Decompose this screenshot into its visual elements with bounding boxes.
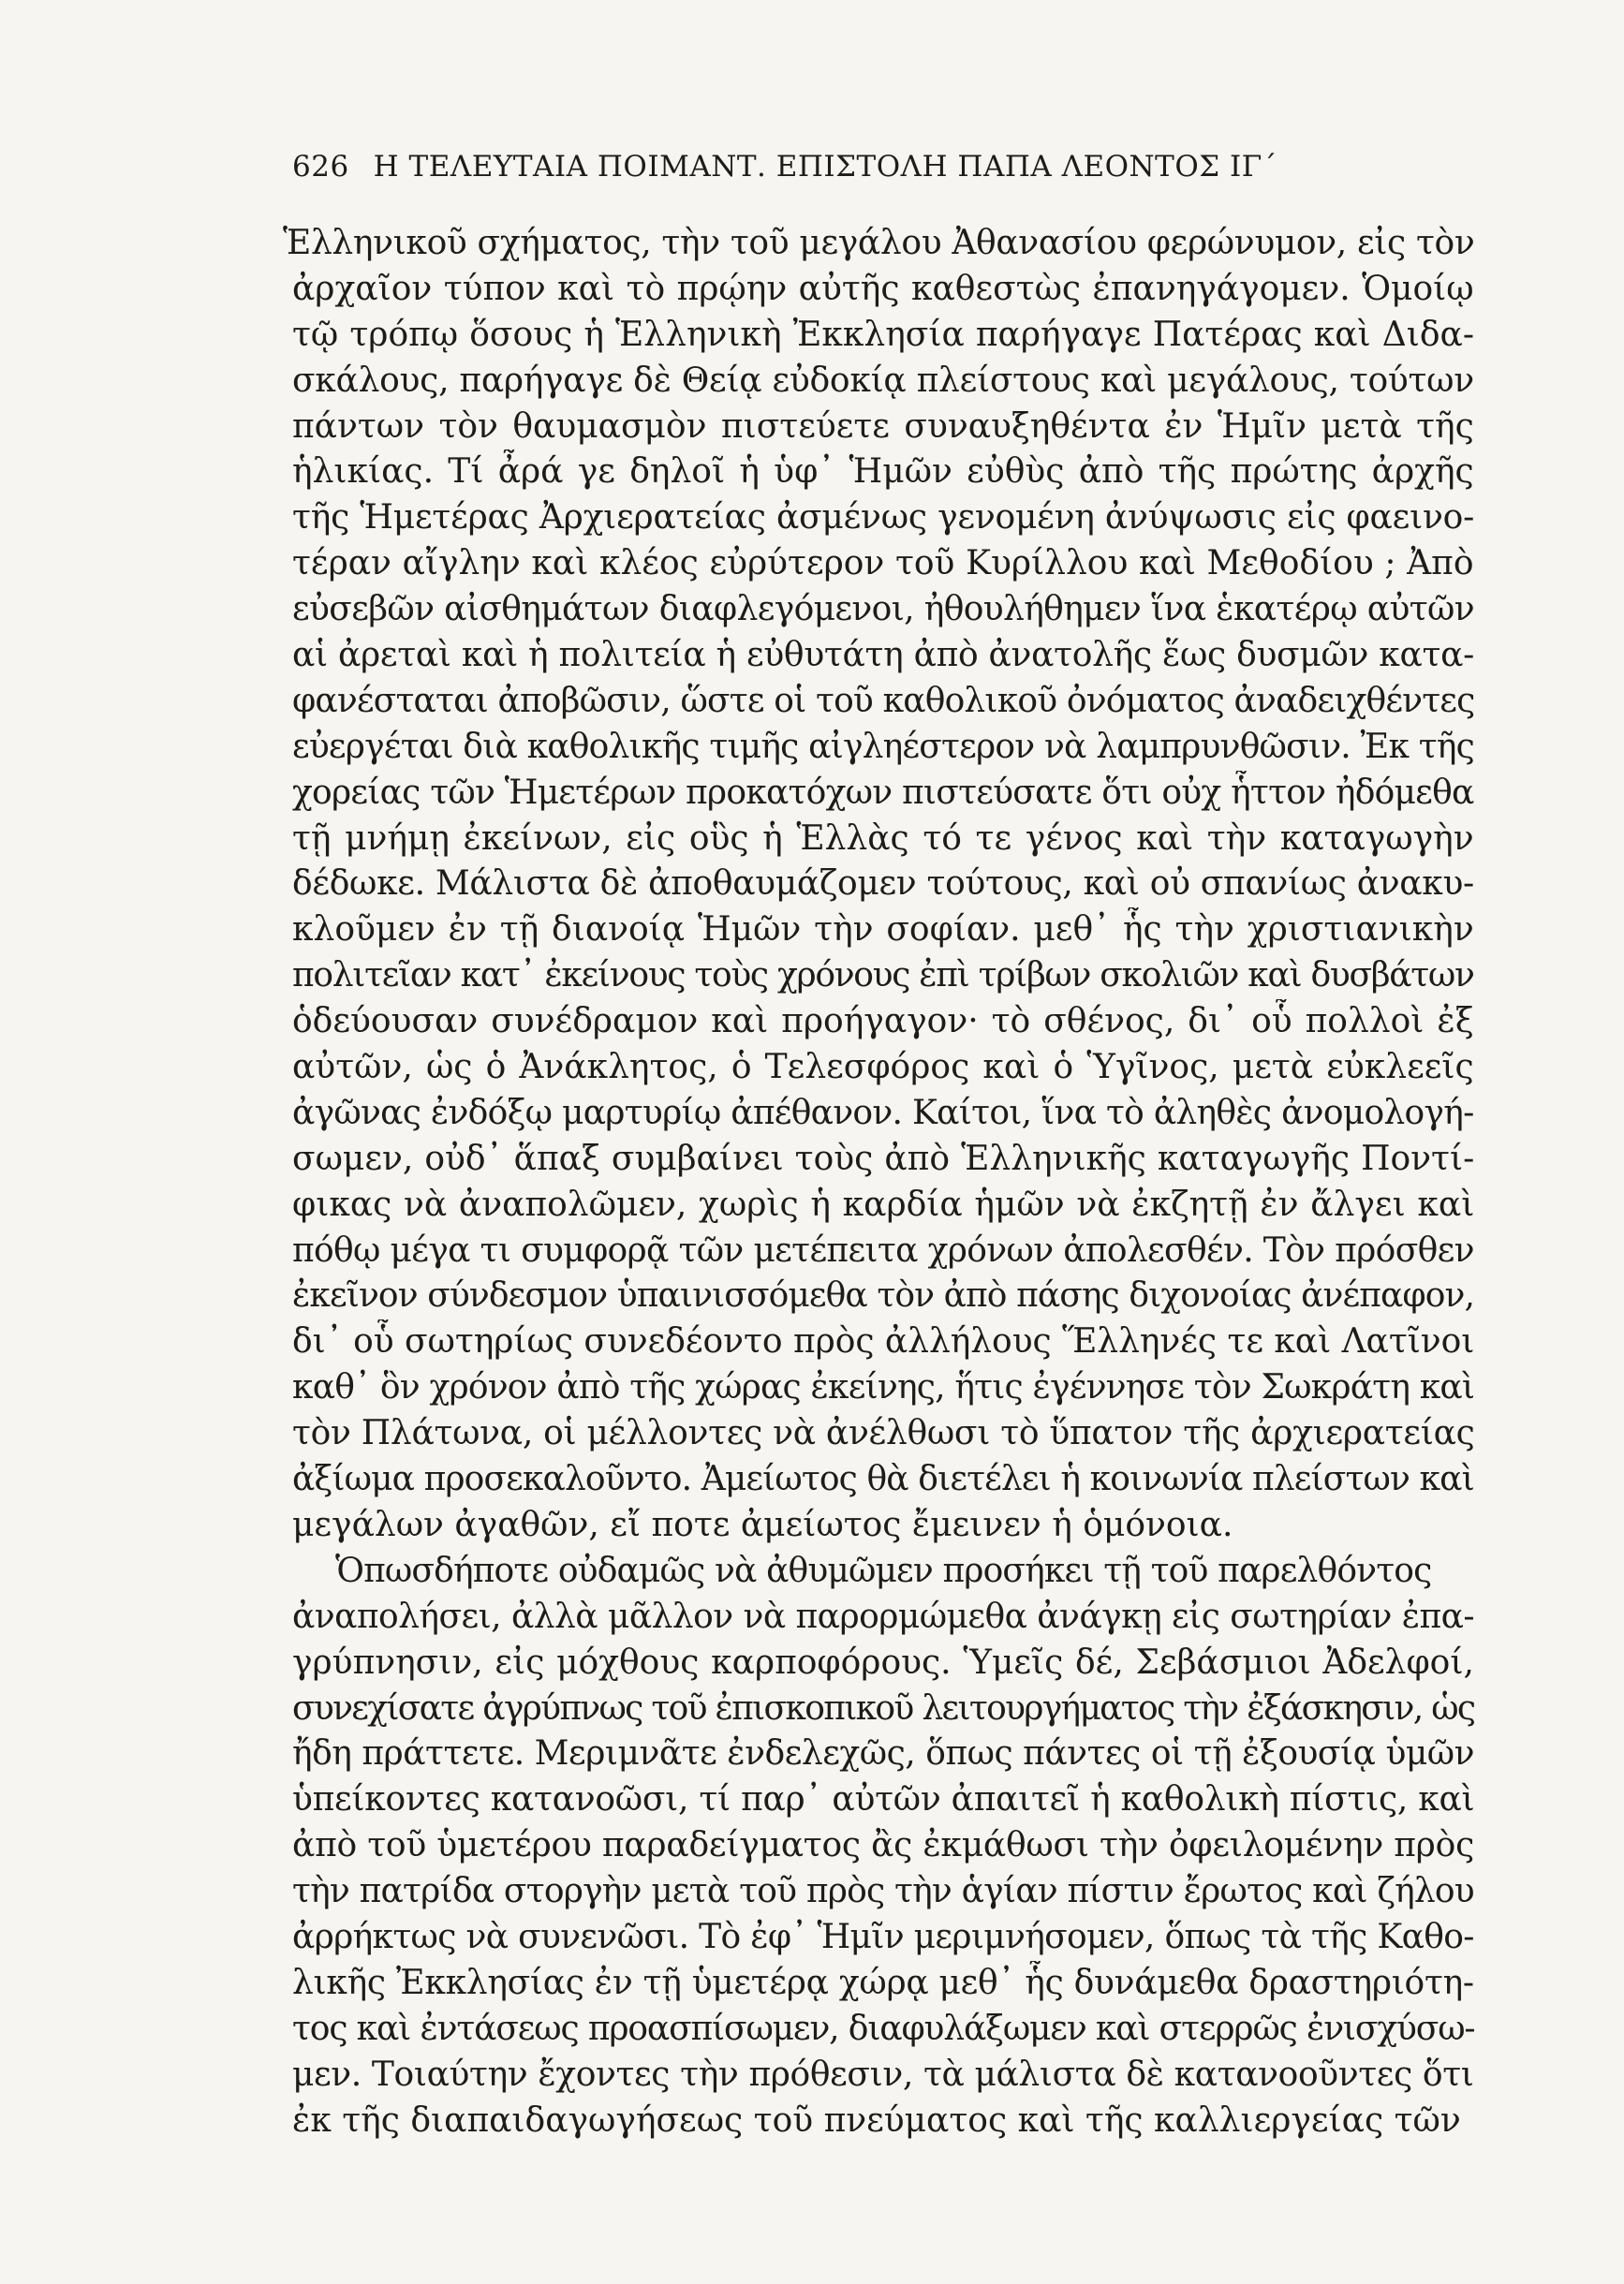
text-line: κλοῦμεν ἐν τῇ διανοίᾳ Ἡμῶν τὴν σοφίαν. μεθ᾽ ἧς τὴν χριστιανικὴν: [292, 910, 1474, 950]
text-line: πολιτεῖαν κατ᾽ ἐκείνους τοὺς χρόνους ἐπὶ τρίβων σκολιῶν καὶ δυσβάτων: [292, 956, 1474, 995]
text-line: Ἑλληνικοῦ σχήματος, τὴν τοῦ μεγάλου Ἀθανασίου φερώνυμον, εἰς τὸν: [283, 224, 1474, 262]
text-line: μεγάλων ἀγαθῶν, εἴ ποτε ἀμείωτος ἔμεινεν ἡ ὁμόνοια.: [292, 1505, 1233, 1544]
text-line: τὸν Πλάτωνα, οἱ μέλλοντες νὰ ἀνέλθωσι τὸ ὕπατον τῆς ἀρχιερατείας: [292, 1414, 1474, 1453]
text-line: λικῆς Ἐκκλησίας ἐν τῇ ὑμετέρᾳ χώρᾳ μεθ᾽ ἧς δυνάμεθα δραστηριότη-: [292, 1963, 1474, 2002]
text-line: τέραν αἴγλην καὶ κλέος εὐρύτερον τοῦ Κυρίλλου καὶ Μεθοδίου ; Ἀπὸ: [292, 544, 1474, 583]
text-line: χορείας τῶν Ἡμετέρων προκατόχων πιστεύσατε ὅτι οὐχ ἧττον ἠδόμεθα: [292, 773, 1474, 812]
text-line: σωμεν, οὐδ᾽ ἅπαξ συμβαίνει τοὺς ἀπὸ Ἑλληνικῆς καταγωγῆς Ποντί-: [292, 1139, 1474, 1178]
text-line: ἤδη πράττετε. Μεριμνᾶτε ἐνδελεχῶς, ὅπως πάντες οἱ τῇ ἐξουσίᾳ ὑμῶν: [292, 1734, 1474, 1774]
text-line: τὴν πατρίδα στοργὴν μετὰ τοῦ πρὸς τὴν ἁγίαν πίστιν ἔρωτος καὶ ζήλου: [292, 1872, 1474, 1911]
paragraph: [283, 221, 1474, 1549]
text-line: ἀπὸ τοῦ ὑμετέρου παραδείγματος ἂς ἐκμάθωσι τὴν ὀφειλομένην πρὸς: [292, 1826, 1474, 1865]
text-line: Ὁπωσδήποτε οὐδαμῶς νὰ ἀθυμῶμεν προσήκει τῇ τοῦ παρελθόντος: [335, 1551, 1432, 1590]
text-line: συνεχίσατε ἀγρύπνως τοῦ ἐπισκοπικοῦ λειτουργήματος τὴν ἐξάσκησιν, ὡς: [292, 1688, 1474, 1728]
text-line: τῷ τρόπῳ ὅσους ἡ Ἑλληνικὴ Ἐκκλησία παρήγαγε Πατέρας καὶ Διδα-: [292, 315, 1474, 354]
text-line: ἡλικίας. Τί ἆρά γε δηλοῖ ἡ ὑφ᾽ Ἡμῶν εὐθὺς ἀπὸ τῆς πρώτης ἀρχῆς: [292, 452, 1474, 492]
paragraph: [292, 1549, 1474, 2144]
text-line: αὐτῶν, ὡς ὁ Ἀνάκλητος, ὁ Τελεσφόρος καὶ ὁ Ὑγῖνος, μετὰ εὐκλεεῖς: [292, 1048, 1474, 1087]
page-number: 626: [292, 150, 349, 184]
text-line: εὐσεβῶν αἰσθημάτων διαφλεγόμενοι, ἠθουλήθημεν ἵνα ἑκατέρῳ αὐτῶν: [292, 590, 1474, 629]
text-line: φανέσταται ἀποβῶσιν, ὥστε οἱ τοῦ καθολικοῦ ὀνόματος ἀναδειχθέντες: [292, 681, 1474, 720]
text-line: ἀγῶνας ἐνδόξῳ μαρτυρίῳ ἀπέθανον. Καίτοι, ἵνα τὸ ἀληθὲς ἀνομολογή-: [292, 1093, 1474, 1132]
text-line: πόθῳ μέγα τι συμφορᾷ τῶν μετέπειτα χρόνων ἀπολεσθέν. Τὸν πρόσθεν: [292, 1230, 1474, 1270]
text-line: αἱ ἀρεταὶ καὶ ἡ πολιτεία ἡ εὐθυτάτη ἀπὸ ἀνατολῆς ἕως δυσμῶν κατα-: [292, 636, 1474, 675]
text-line: πάντων τὸν θαυμασμὸν πιστεύετε συναυξηθέντα ἐν Ἡμῖν μετὰ τῆς: [292, 406, 1474, 446]
text-line: ὁδεύουσαν συνέδραμον καὶ προήγαγον· τὸ σθένος, δι᾽ οὗ πολλοὶ ἐξ: [292, 1002, 1474, 1041]
text-line: εὐεργέται διὰ καθολικῆς τιμῆς αἰγληέστερον νὰ λαμπρυνθῶσιν. Ἐκ τῆς: [292, 727, 1474, 766]
text-line: μεν. Τοιαύτην ἔχοντες τὴν πρόθεσιν, τὰ μάλιστα δὲ κατανοοῦντες ὅτι: [292, 2055, 1474, 2094]
running-head-title: Η ΤΕΛΕΥΤΑΙΑ ΠΟΙΜΑΝΤ. ΕΠΙΣΤΟΛΗ ΠΑΠΑ ΛΕΟΝΤΟΣ ΙΓ΄: [373, 150, 1277, 184]
text-line: δι᾽ οὗ σωτηρίως συνεδέοντο πρὸς ἀλλήλους Ἕλληνές τε καὶ Λατῖνοι: [292, 1322, 1474, 1362]
text-line: σκάλους, παρήγαγε δὲ Θείᾳ εὐδοκίᾳ πλείστους καὶ μεγάλους, τούτων: [292, 361, 1474, 400]
text-line: τος καὶ ἐντάσεως προασπίσωμεν, διαφυλάξωμεν καὶ στερρῶς ἐνισχύσω-: [292, 2009, 1474, 2048]
text-line: τῇ μνήμῃ ἐκείνων, εἰς οὓς ἡ Ἑλλὰς τό τε γένος καὶ τὴν καταγωγὴν: [292, 818, 1474, 858]
text-line: ἀρρήκτως νὰ συνενῶσι. Τὸ ἐφ᾽ Ἡμῖν μεριμνήσομεν, ὅπως τὰ τῆς Καθο-: [292, 1917, 1474, 1956]
text-line: δέδωκε. Μάλιστα δὲ ἀποθαυμάζομεν τούτους, καὶ οὐ σπανίως ἀνακυ-: [292, 864, 1474, 904]
text-line: γρύπνησιν, εἰς μόχθους καρποφόρους. Ὑμεῖς δέ, Σεβάσμιοι Ἀδελφοί,: [292, 1643, 1474, 1682]
text-line: τῆς Ἡμετέρας Ἀρχιερατείας ἀσμένως γενομένη ἀνύψωσις εἰς φαεινο-: [292, 498, 1474, 538]
text-line: ἐκ τῆς διαπαιδαγωγήσεως τοῦ πνεύματος καὶ τῆς καλλιεργείας τῶν: [292, 2100, 1461, 2140]
text-line: καθ᾽ ὃν χρόνον ἀπὸ τῆς χώρας ἐκείνης, ἥτις ἐγέννησε τὸν Σωκράτη καὶ: [292, 1368, 1474, 1407]
running-header: [292, 150, 1277, 184]
text-line: ἀναπολήσει, ἀλλὰ μᾶλλον νὰ παρορμώμεθα ἀνάγκῃ εἰς σωτηρίαν ἐπα-: [292, 1597, 1474, 1636]
text-line: ἀρχαῖον τύπον καὶ τὸ πρῴην αὐτῆς καθεστὼς ἐπανηγάγομεν. Ὁμοίῳ: [292, 269, 1474, 308]
body-text: [283, 221, 1474, 2144]
text-line: ἀξίωμα προσεκαλοῦντο. Ἀμείωτος θὰ διετέλει ἡ κοινωνία πλείστων καὶ: [292, 1460, 1474, 1499]
text-line: ὑπείκοντες κατανοῶσι, τί παρ᾽ αὐτῶν ἀπαιτεῖ ἡ καθολικὴ πίστις, καὶ: [292, 1780, 1474, 1820]
text-line: ἐκεῖνον σύνδεσμον ὑπαινισσόμεθα τὸν ἀπὸ πάσης διχονοίας ἀνέπαφον,: [292, 1276, 1474, 1316]
text-line: φικας νὰ ἀναπολῶμεν, χωρὶς ἡ καρδία ἡμῶν νὰ ἐκζητῇ ἐν ἄλγει καὶ: [292, 1185, 1474, 1224]
